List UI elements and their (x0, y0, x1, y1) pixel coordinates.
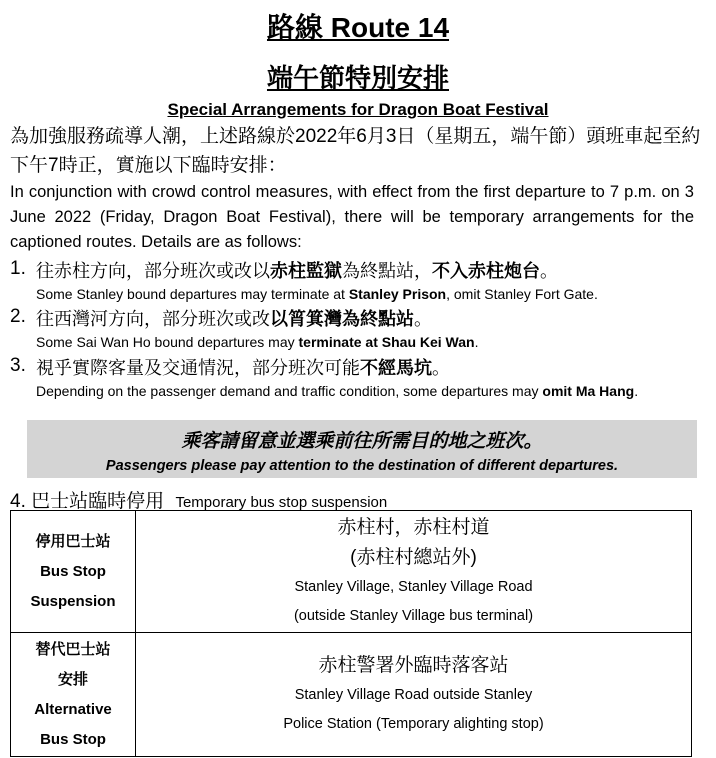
route-title: 路線 Route 14 (266, 12, 450, 43)
arrangement-item-4 (10, 486, 387, 513)
item-number: 3. (10, 355, 26, 376)
value-zh: 赤柱村，赤柱村道 (337, 516, 490, 538)
intro-zh: 為加強服務疏導人潮，上述路線於2022年6月3日（星期五，端午節）頭班車起至約下午7時正，實施以下臨時安排： (10, 126, 701, 176)
notice-en: Passengers please pay attention to the destination of different departures. (105, 458, 619, 474)
item-en: Temporary bus stop suspension (175, 494, 388, 511)
label-en: Bus Stop (40, 562, 106, 580)
value-zh: 赤柱警署外臨時落客站 (318, 654, 509, 676)
label-zh: 替代巴士站 (35, 640, 111, 658)
value-en: Stanley Village, Stanley Village Road (294, 578, 533, 595)
item-zh: 往赤柱方向，部分班次或改以赤柱監獄為終點站，不入赤柱炮台。 (36, 261, 558, 281)
passenger-notice-box (27, 420, 697, 478)
item-zh: 往西灣河方向，部分班次或改以筲箕灣為終點站。 (36, 309, 432, 329)
label-en: Suspension (30, 592, 116, 610)
table-row (11, 633, 692, 757)
value-en: Stanley Village Road outside Stanley (294, 686, 533, 703)
item-number: 4. (10, 491, 26, 512)
item-en: Some Stanley bound departures may terminate at Stanley Prison, omit Stanley Fort Gate. (36, 286, 598, 302)
value-zh: (赤柱村總站外) (350, 546, 477, 568)
table-row (11, 511, 692, 633)
alternative-stop-value (136, 633, 692, 757)
suspended-stop-label (11, 511, 136, 633)
festival-title-en: Special Arrangements for Dragon Boat Festival (167, 100, 549, 119)
item-number: 1. (10, 258, 26, 279)
notice-zh: 乘客請留意並選乘前往所需目的地之班次。 (181, 431, 543, 452)
item-number: 2. (10, 306, 26, 327)
item-en: Depending on the passenger demand and traffic condition, some departures may omit Ma Hang. (36, 383, 639, 399)
value-en: (outside Stanley Village bus terminal) (293, 607, 534, 624)
value-en: Police Station (Temporary alighting stop) (283, 715, 544, 732)
label-zh: 安排 (57, 670, 88, 688)
item-zh: 巴士站臨時停用 (31, 491, 165, 512)
label-en: Bus Stop (40, 730, 106, 748)
intro-en: In conjunction with crowd control measures, with effect from the first departure to 7 p.m. on 3 June 2022 (Friday, Dragon Boat Festival), there will be temporary arrangements for the captioned routes. Details are as follows: (10, 183, 694, 251)
festival-title-zh: 端午節特別安排 (266, 63, 449, 93)
item-zh: 視乎實際客量及交通情況，部分班次可能不經馬坑。 (36, 358, 450, 378)
bus-stop-table (10, 510, 692, 757)
suspended-stop-value (136, 511, 692, 633)
item-en: Some Sai Wan Ho bound departures may terminate at Shau Kei Wan. (36, 334, 479, 350)
label-en: Alternative (34, 700, 112, 718)
label-zh: 停用巴士站 (35, 532, 111, 550)
alternative-stop-label (11, 633, 136, 757)
